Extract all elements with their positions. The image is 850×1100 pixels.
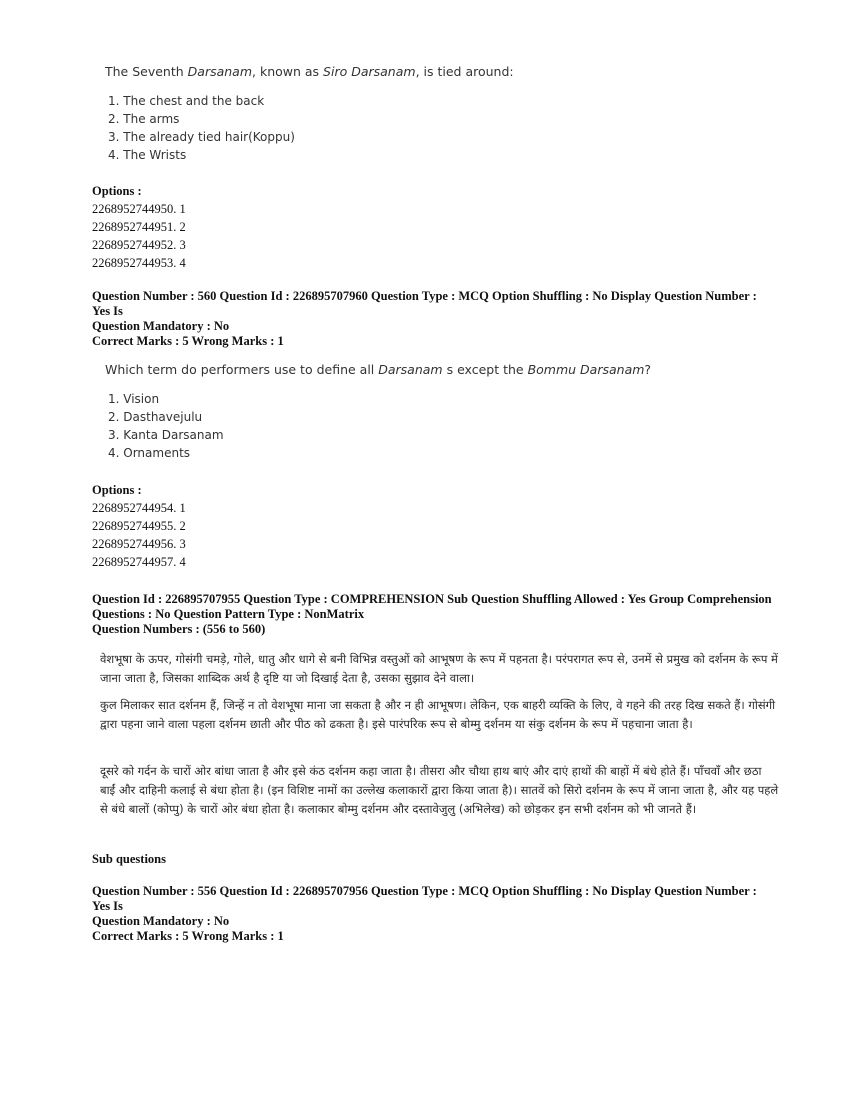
question-term-text: Which term do performers use to define all Darsanam s except the Bommu Darsanam? [105,362,652,377]
meta-line: Questions : No Question Pattern Type : NonMatrix [92,607,365,621]
sub-questions-label: Sub questions [92,852,166,866]
meta-line: Question Mandatory : No [92,319,230,333]
meta-line: Question Numbers : (556 to 560) [92,622,266,636]
meta-line: Correct Marks : 5 Wrong Marks : 1 [92,929,284,943]
choice-item: 4. Ornaments [108,446,191,460]
options-label: Options : [92,483,142,497]
option-id: 2268952744950. 1 [92,202,186,216]
choice-item: 1. The chest and the back [108,94,265,108]
question-seventh-choices [108,92,295,164]
comprehension-meta [92,592,772,637]
passage-paragraph-2: कुल मिलाकर सात दर्शनम हैं, जिन्हें न तो वेशभूषा माना जा सकता है और न ही आभूषण। लेकिन, एक बाहरी व्यक्ति के लिए, वे गहने की तरह दिख सकते हैं। गोसंगी द्वारा पहना जाने वाला पहला दर्शनम छाती और पीठ को ढकता है। इसे पारंपरिक रूप से बोम्मु दर्शनम या संकु दर्शनम के रूप में पहचाना जाता है। [100,698,776,731]
option-id: 2268952744954. 1 [92,501,186,515]
question-seventh-darsanam-text: The Seventh Darsanam, known as Siro Darsanam, is tied around: [105,64,514,79]
meta-line: Question Number : 556 Question Id : 226895707956 Question Type : MCQ Option Shuffling : No Display Question Number : Yes Is [92,884,757,913]
question-term-choices [108,390,224,462]
choice-item: 2. Dasthavejulu [108,410,203,424]
options-label: Options : [92,184,142,198]
choice-item: 2. The arms [108,112,180,126]
option-id: 2268952744956. 3 [92,537,186,551]
meta-line: Question Mandatory : No [92,914,230,928]
question-556-meta [92,884,772,944]
passage-paragraph-1: वेशभूषा के ऊपर, गोसंगी चमड़े, गोले, धातु और धागे से बनी विभिन्न वस्तुओं को आभूषण के रूप में पहनता है। परंपरागत रूप से, उनमें से प्रमुख को दर्शनम के रूप में जाना जाता है, जिसका शाब्दिक अर्थ है दृष्टि या जो दिखाई देता है, उसका सुझाव देने वाला। [100,652,778,685]
option-id: 2268952744951. 2 [92,220,186,234]
choice-item: 4. The Wrists [108,148,187,162]
option-id: 2268952744955. 2 [92,519,186,533]
choice-item: 3. Kanta Darsanam [108,428,224,442]
question-560-meta [92,289,772,349]
choice-item: 1. Vision [108,392,160,406]
option-id: 2268952744953. 4 [92,256,186,270]
choice-item: 3. The already tied hair(Koppu) [108,130,295,144]
meta-line: Question Id : 226895707955 Question Type : COMPREHENSION Sub Question Shuffling Allowed : Yes Group Comprehension [92,592,772,606]
meta-line: Question Number : 560 Question Id : 226895707960 Question Type : MCQ Option Shuffling : No Display Question Number : Yes Is [92,289,757,318]
option-id: 2268952744952. 3 [92,238,186,252]
meta-line: Correct Marks : 5 Wrong Marks : 1 [92,334,284,348]
passage-paragraph-3: दूसरे को गर्दन के चारों ओर बांधा जाता है और इसे कंठ दर्शनम कहा जाता है। तीसरा और चौथा हाथ बाएं और दाएं हाथों की बाहों में बंधे होते हैं। पाँचवाँ और छठा बाईं और दाहिनी कलाई से बंधा होता है। (इन विशिष्ट नामों का उल्लेख कलाकारों द्वारा किया जाता है)। सातवें को सिरो दर्शनम के रूप में जाना जाता है, और यह पहले से बंधे बालों (कोप्पु) के चारों ओर बंधा होता है। कलाकार बोम्मु दर्शनम और दस्तावेजुलु (अभिलेख) को छोड़कर इन सभी दर्शनम को भी जानते हैं। [100,764,779,816]
option-id: 2268952744957. 4 [92,555,186,569]
